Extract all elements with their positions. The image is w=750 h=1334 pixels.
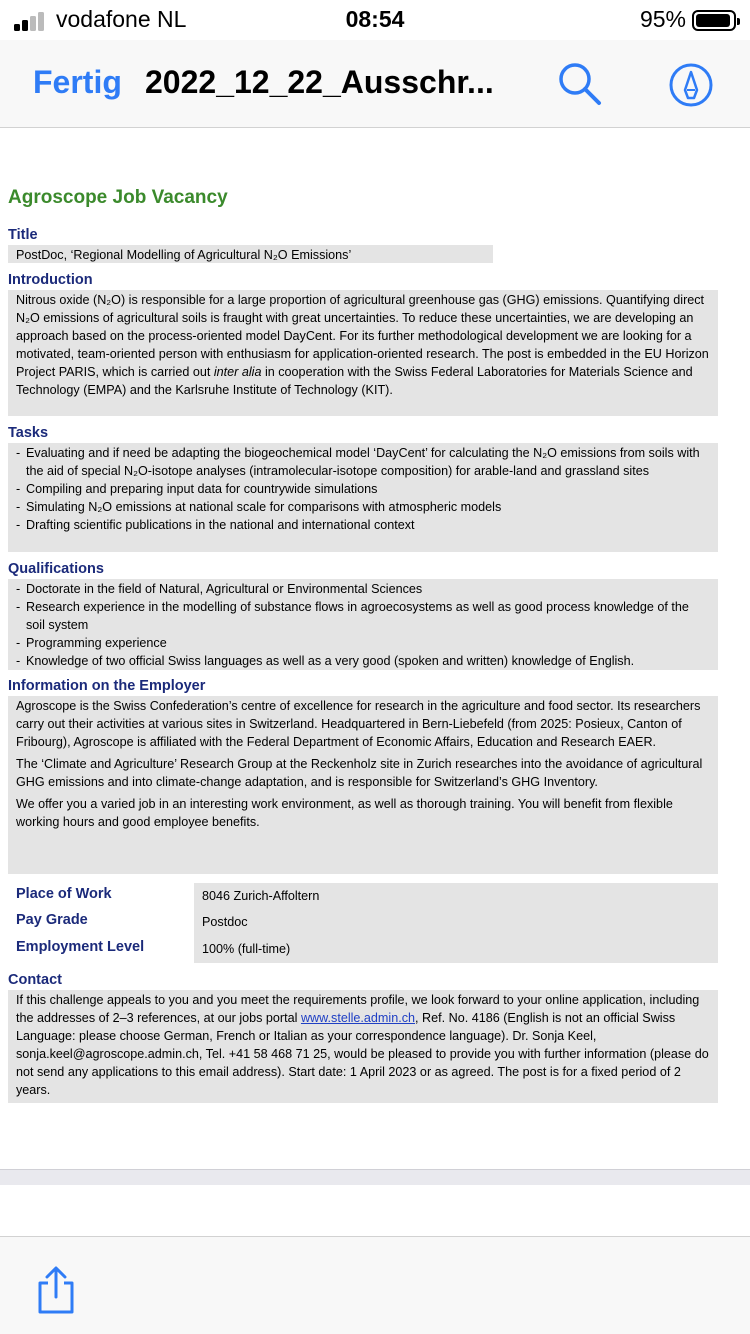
share-button[interactable]: [34, 1265, 78, 1315]
jobs-portal-link[interactable]: www.stelle.admin.ch: [300, 1011, 416, 1025]
qualifications-box: [8, 579, 718, 670]
table-row: [8, 883, 718, 910]
employer-paragraph: The ‘Climate and Agriculture’ Research Group at the Reckenholz site in Zurich researches into the avoidance of agricultural GHG emissions and into climate-change adaptation, and is responsible for Switzerland’s GHG Inventory.: [16, 757, 703, 789]
search-button[interactable]: [556, 60, 604, 108]
qualifications-list: [16, 580, 710, 670]
title-section-box: [8, 245, 493, 263]
markup-button[interactable]: [668, 62, 714, 108]
employer-label: Information on the Employer: [8, 678, 206, 694]
bottom-toolbar: [0, 1236, 750, 1334]
introduction-text: Nitrous oxide (N₂O) is responsible for a large proportion of agricultural greenhouse gas (GHG) emissions. Quantifying direct N₂O emissions of agricultural soils is fraught with great uncertainties. To reduce these uncertainties, we are developing an approach based on the process-oriented model DayCent. For its further methodological development we are looking for a motivated, team-oriented person with enthusiasm for application-oriented research. The post is embedded in the EU Horizon Project PARIS, which is carried out: [16, 293, 709, 379]
tasks-box: [8, 443, 718, 552]
job-title-text: PostDoc, ‘Regional Modelling of Agricultural N₂O Emissions’: [16, 248, 352, 262]
contact-label: Contact: [8, 972, 62, 988]
tasks-label: Tasks: [8, 425, 49, 441]
employer-paragraph: Agroscope is the Swiss Confederation’s centre of excellence for research in the agriculture and food sector. Its researchers carry out their activities at various sites in Switzerland. Headquartered in Bern-Liebefeld (from 2025: Posieux, Canton of Fribourg), Agroscope is affiliated with the Federal Department of Economic Affairs, Education and Research EAER.: [16, 699, 701, 749]
table-row: [8, 909, 718, 936]
pdf-page[interactable]: [0, 129, 750, 1169]
contact-text: If this challenge appeals to you and you meet the requirements profile, we look forward to your online application, including the addresses of 2–3 references, at our jobs portal: [16, 993, 700, 1025]
navigation-bar: [0, 40, 750, 128]
list-item: - Drafting scientific publications in the national and international context: [16, 516, 710, 534]
detail-key: Employment Level: [16, 939, 145, 955]
contact-box: [8, 990, 718, 1103]
employer-box: [8, 696, 718, 874]
search-icon: [556, 60, 604, 108]
done-button[interactable]: Fertig: [33, 64, 122, 100]
carrier-name: vodafone NL: [56, 6, 187, 32]
introduction-italic: inter alia: [213, 365, 262, 379]
detail-value: 8046 Zurich-Affoltern: [194, 883, 718, 910]
markup-pen-icon: [668, 62, 714, 108]
detail-value: Postdoc: [194, 909, 718, 936]
page-separator: [0, 1169, 750, 1185]
document-heading: Agroscope Job Vacancy: [8, 187, 228, 208]
introduction-text-end: in cooperation with the Swiss Federal Laboratories for Materials Science and Technology (EMPA) and the Karlsruhe Institute of Technology (KIT).: [16, 365, 693, 397]
detail-key: Place of Work: [16, 886, 112, 902]
tasks-list: [16, 444, 710, 534]
list-item: - Programming experience: [16, 634, 710, 652]
list-item: - Compiling and preparing input data for countrywide simulations: [16, 480, 710, 498]
detail-key: Pay Grade: [16, 912, 88, 928]
qualifications-label: Qualifications: [8, 561, 104, 577]
battery-icon: [692, 10, 736, 31]
title-section-label: Title: [8, 227, 38, 243]
job-details-table: [8, 883, 718, 963]
status-time: 08:54: [345, 6, 405, 32]
contact-text-end: , Ref. No. 4186 (English is not an official Swiss Language: please choose German, French or Italian as your correspondence language). Dr. Sonja Keel, sonja.keel@agroscope.admin.ch, Tel. +41 58 468 71 25, would be pleased to provide you with further information (please do not send any applications to this email address). Start date: 1 April 2023 or as agreed. The post is for a fixed period of 2 years.: [16, 1011, 709, 1097]
share-icon: [34, 1265, 78, 1315]
battery-percentage: 95%: [639, 6, 686, 32]
employer-paragraph: We offer you a varied job in an interesting work environment, as well as thorough training. You will benefit from flexible working hours and good employee benefits.: [16, 797, 673, 829]
detail-value: 100% (full-time): [194, 936, 718, 963]
introduction-box: [8, 290, 718, 416]
list-item: - Research experience in the modelling of substance flows in agroecosystems as well as good process knowledge of the soil system: [16, 598, 710, 634]
list-item: - Doctorate in the field of Natural, Agricultural or Environmental Sciences: [16, 580, 710, 598]
introduction-label: Introduction: [8, 272, 93, 288]
list-item: - Evaluating and if need be adapting the biogeochemical model ‘DayCent’ for calculating the N₂O emissions from soils with the aid of special N₂O-isotope analyses (intramolecular-isotope composition) for arable-land and grassland sites: [16, 444, 710, 480]
table-row: [8, 936, 718, 963]
list-item: - Simulating N₂O emissions at national scale for comparisons with atmospheric models: [16, 498, 710, 516]
status-bar: [0, 0, 750, 40]
document-title: 2022_12_22_Ausschr...: [145, 64, 494, 100]
list-item: - Knowledge of two official Swiss languages as well as a very good (spoken and written) knowledge of English.: [16, 652, 710, 670]
